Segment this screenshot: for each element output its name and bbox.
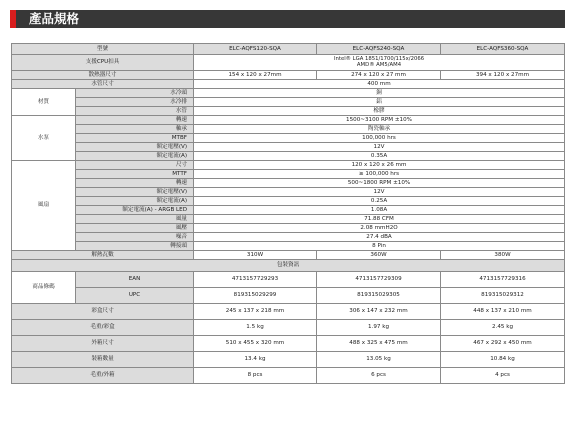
table-row <box>12 288 565 304</box>
row-label: 額定電流(A) <box>76 197 194 206</box>
row-label: 額定電壓(V) <box>76 143 194 152</box>
table-row <box>12 71 565 80</box>
cell-value: 12V <box>194 143 565 152</box>
table-row <box>12 215 565 224</box>
section-header <box>10 10 565 28</box>
cell-value: 1.97 kg <box>317 320 441 336</box>
table-row <box>12 251 565 260</box>
row-label: MTBF <box>76 134 194 143</box>
table-row <box>12 272 565 288</box>
cell-value: 120 x 120 x 26 mm <box>194 161 565 170</box>
table-row <box>12 80 565 89</box>
cell-value: 10.84 kg <box>441 352 565 368</box>
cell-value: 13.05 kg <box>317 352 441 368</box>
table-row <box>12 98 565 107</box>
cell-value: 橡膠 <box>194 107 565 116</box>
table-row <box>12 304 565 320</box>
row-label: 額定電流(A) <box>76 152 194 161</box>
cell-value: 360W <box>317 251 441 260</box>
table-row <box>12 188 565 197</box>
table-row <box>12 242 565 251</box>
cell-value: 500~1800 RPM ±10% <box>194 179 565 188</box>
cell-value: 銅 <box>194 89 565 98</box>
cell-value: 819315029305 <box>317 288 441 304</box>
table-row <box>12 89 565 98</box>
cell-value: 100,000 hrs <box>194 134 565 143</box>
cell-value: 2.45 kg <box>441 320 565 336</box>
cell-value: 819315029312 <box>441 288 565 304</box>
cell-value: 306 x 147 x 232 mm <box>317 304 441 320</box>
row-label: 外箱尺寸 <box>12 336 194 352</box>
cell-value: 400 mm <box>194 80 565 89</box>
cell-value: 510 x 455 x 320 mm <box>194 336 317 352</box>
row-label: 額定電壓(V) <box>76 188 194 197</box>
table-row <box>12 161 565 170</box>
cell-value: 448 x 137 x 210 mm <box>441 304 565 320</box>
cell-value: 154 x 120 x 27mm <box>194 71 317 80</box>
row-label: 支援CPU扣具 <box>12 55 194 71</box>
model-label: 型號 <box>12 44 194 55</box>
table-row <box>12 125 565 134</box>
row-label: MTTF <box>76 170 194 179</box>
cell-value: 2.08 mmH2O <box>194 224 565 233</box>
table-row <box>12 134 565 143</box>
table-row <box>12 152 565 161</box>
row-label: 毛重/外箱 <box>12 368 194 384</box>
cell-value: 1.08A <box>194 206 565 215</box>
cell-value: 380W <box>441 251 565 260</box>
table-row <box>12 336 565 352</box>
cell-value: 陶瓷軸承 <box>194 125 565 134</box>
cell-value: 8 Pin <box>194 242 565 251</box>
row-label: 風壓 <box>76 224 194 233</box>
row-label: EAN <box>76 272 194 288</box>
cell-value: 0.35A <box>194 152 565 161</box>
row-label: 裝箱數量 <box>12 352 194 368</box>
cell-value: ≥ 100,000 hrs <box>194 170 565 179</box>
table-row <box>12 197 565 206</box>
table-header-row <box>12 44 565 55</box>
model-name: ELC-AQFS240-SQA <box>317 44 441 55</box>
cell-value: 8 pcs <box>194 368 317 384</box>
table-row <box>12 224 565 233</box>
table-row <box>12 352 565 368</box>
row-label: 尺寸 <box>76 161 194 170</box>
table-row <box>12 206 565 215</box>
cell-value: 4 pcs <box>441 368 565 384</box>
row-label: 轉接頭 <box>76 242 194 251</box>
row-label: 轉速 <box>76 116 194 125</box>
cell-value: 27.4 dBA <box>194 233 565 242</box>
table-row <box>12 116 565 125</box>
page-title: 產品規格 <box>29 11 80 26</box>
cell-value: 245 x 137 x 218 mm <box>194 304 317 320</box>
cell-value: 4713157729309 <box>317 272 441 288</box>
row-label: 噪音 <box>76 233 194 242</box>
row-label: 水冷排 <box>76 98 194 107</box>
row-label: UPC <box>76 288 194 304</box>
row-label: 水冷頭 <box>76 89 194 98</box>
header-accent-bar <box>10 10 16 28</box>
table-row <box>12 320 565 336</box>
table-row <box>12 260 565 272</box>
cell-value: 274 x 120 x 27 mm <box>317 71 441 80</box>
table-row <box>12 143 565 152</box>
model-name: ELC-AQFS360-SQA <box>441 44 565 55</box>
group-label: 商品條碼 <box>12 272 76 304</box>
cell-value: 13.4 kg <box>194 352 317 368</box>
table-row <box>12 179 565 188</box>
socket-line: AMD® AM5/AM4 <box>356 61 402 68</box>
cell-value: 819315029299 <box>194 288 317 304</box>
table-row <box>12 368 565 384</box>
table-row <box>12 55 565 71</box>
table-row <box>12 233 565 242</box>
row-label: 水管尺寸 <box>12 80 194 89</box>
row-label: 額定電流(A) - ARGB LED <box>76 206 194 215</box>
row-label: 轉速 <box>76 179 194 188</box>
table-row <box>12 170 565 179</box>
row-label: 風量 <box>76 215 194 224</box>
cell-value: 467 x 292 x 450 mm <box>441 336 565 352</box>
group-label: 水泵 <box>12 116 76 161</box>
group-label: 材質 <box>12 89 76 116</box>
row-label: 軸承 <box>76 125 194 134</box>
cell-value: 1.5 kg <box>194 320 317 336</box>
cell-value: 310W <box>194 251 317 260</box>
cell-value: 6 pcs <box>317 368 441 384</box>
socket-line: Intel® LGA 1851/1700/115x/2066 <box>333 55 425 62</box>
socket-value <box>194 55 565 71</box>
row-label: 毛重/彩盒 <box>12 320 194 336</box>
cell-value: 71.88 CFM <box>194 215 565 224</box>
row-label: 散熱器尺寸 <box>12 71 194 80</box>
group-label: 風扇 <box>12 161 76 251</box>
model-name: ELC-AQFS120-SQA <box>194 44 317 55</box>
spec-table <box>11 43 565 384</box>
packaging-header: 包裝資訊 <box>12 260 565 272</box>
cell-value: 1500~3100 RPM ±10% <box>194 116 565 125</box>
cell-value: 4713157729293 <box>194 272 317 288</box>
cell-value: 488 x 325 x 475 mm <box>317 336 441 352</box>
cell-value: 4713157729316 <box>441 272 565 288</box>
row-label: 解熱瓦數 <box>12 251 194 260</box>
cell-value: 0.25A <box>194 197 565 206</box>
cell-value: 394 x 120 x 27mm <box>441 71 565 80</box>
cell-value: 鋁 <box>194 98 565 107</box>
cell-value: 12V <box>194 188 565 197</box>
row-label: 水管 <box>76 107 194 116</box>
table-row <box>12 107 565 116</box>
row-label: 彩盒尺寸 <box>12 304 194 320</box>
